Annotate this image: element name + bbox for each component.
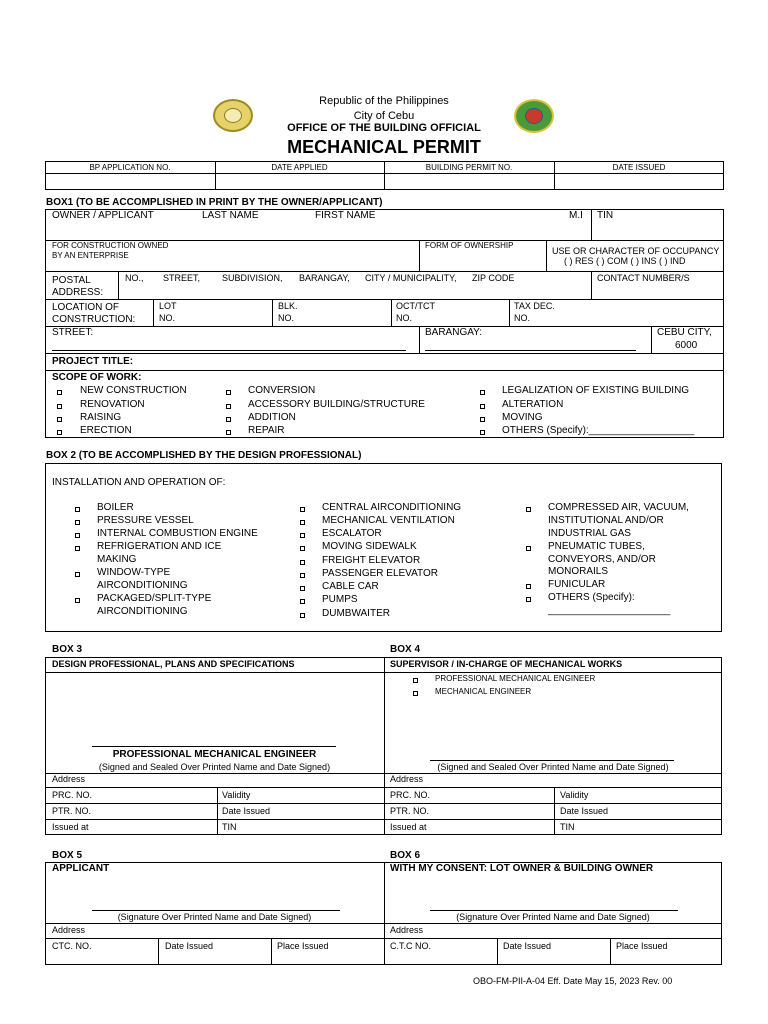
lot-label: LOT bbox=[159, 301, 177, 311]
header-office: OFFICE OF THE BUILDING OFFICIAL bbox=[287, 122, 481, 134]
postal-zip-label: ZIP CODE bbox=[472, 273, 515, 283]
install-checkbox[interactable] bbox=[300, 586, 305, 591]
box3-issued-at-label: Issued at bbox=[52, 822, 89, 832]
install-refrigeration: REFRIGERATION AND ICE bbox=[97, 541, 222, 552]
install-central-aircon: CENTRAL AIRCONDITIONING bbox=[322, 502, 462, 513]
install-moving-sidewalk: MOVING SIDEWALK bbox=[322, 541, 417, 552]
box6-title: WITH MY CONSENT: LOT OWNER & BUILDING OWNER bbox=[390, 863, 654, 874]
install-pressure-vessel: PRESSURE VESSEL bbox=[97, 515, 194, 526]
box4-signature-line[interactable] bbox=[430, 760, 674, 761]
scope-moving: MOVING bbox=[502, 412, 543, 423]
scope-repair: REPAIR bbox=[248, 425, 285, 436]
box3-signed-caption: (Signed and Sealed Over Printed Name and Date Signed) bbox=[98, 762, 331, 772]
scope-checkbox[interactable] bbox=[226, 404, 231, 409]
box5-ctc-label: CTC. NO. bbox=[52, 941, 92, 951]
box5-title: APPLICANT bbox=[52, 863, 110, 874]
building-permit-label: BUILDING PERMIT NO. bbox=[425, 163, 513, 172]
box1-heading: BOX1 (TO BE ACCOMPLISHED IN PRINT BY THE OWNER/APPLICANT) bbox=[46, 197, 383, 208]
box3-pme-label: PROFESSIONAL MECHANICAL ENGINEER bbox=[112, 749, 317, 760]
street-label: STREET: bbox=[52, 327, 94, 338]
install-checkbox[interactable] bbox=[75, 533, 80, 538]
scope-checkbox[interactable] bbox=[57, 404, 62, 409]
box6-address-label: Address bbox=[390, 925, 424, 935]
barangay-label: BARANGAY: bbox=[425, 327, 483, 338]
install-window-type-2: AIRCONDITIONING bbox=[97, 580, 188, 591]
blk-label: BLK. bbox=[278, 301, 298, 311]
install-compressed-air-3: INDUSTRIAL GAS bbox=[548, 528, 631, 539]
cebu-zip-label: 6000 bbox=[675, 340, 698, 351]
box6-signature-line[interactable] bbox=[430, 910, 678, 911]
install-refrigeration-2: MAKING bbox=[97, 554, 137, 565]
use-occupancy-label: USE OR CHARACTER OF OCCUPANCY bbox=[552, 246, 720, 256]
box3-title: DESIGN PROFESSIONAL, PLANS AND SPECIFICATIONS bbox=[52, 659, 295, 669]
scope-erection: ERECTION bbox=[80, 425, 132, 436]
install-checkbox[interactable] bbox=[526, 584, 531, 589]
install-checkbox[interactable] bbox=[75, 598, 80, 603]
owner-applicant-label: OWNER / APPLICANT bbox=[52, 210, 154, 221]
scope-checkbox[interactable] bbox=[57, 390, 62, 395]
first-name-label: FIRST NAME bbox=[315, 210, 376, 221]
owner-name-field[interactable] bbox=[50, 224, 588, 238]
last-name-label: LAST NAME bbox=[202, 210, 259, 221]
scope-checkbox[interactable] bbox=[480, 404, 485, 409]
install-checkbox[interactable] bbox=[75, 546, 80, 551]
install-pneumatic: PNEUMATIC TUBES, bbox=[548, 541, 645, 552]
date-issued-label: DATE ISSUED bbox=[612, 163, 666, 172]
install-checkbox[interactable] bbox=[300, 507, 305, 512]
install-mech-ventilation: MECHANICAL VENTILATION bbox=[322, 515, 455, 526]
scope-checkbox[interactable] bbox=[57, 417, 62, 422]
supervisor-me-option: MECHANICAL ENGINEER bbox=[435, 687, 532, 696]
scope-alteration: ALTERATION bbox=[502, 399, 564, 410]
box3-validity-label: Validity bbox=[222, 790, 251, 800]
mi-label: M.I bbox=[569, 210, 583, 221]
scope-checkbox[interactable] bbox=[226, 430, 231, 435]
scope-others[interactable]: OTHERS (Specify):___________________ bbox=[502, 425, 695, 436]
install-passenger-elevator: PASSENGER ELEVATOR bbox=[322, 568, 438, 579]
bp-application-field[interactable] bbox=[46, 174, 214, 189]
install-packaged-2: AIRCONDITIONING bbox=[97, 606, 188, 617]
location-label-1: LOCATION OF bbox=[52, 302, 120, 313]
form-code-footer: OBO-FM-PII-A-04 Eff. Date May 15, 2023 Rev. 00 bbox=[473, 976, 673, 986]
install-pumps: PUMPS bbox=[322, 594, 358, 605]
street-field[interactable] bbox=[52, 350, 406, 351]
install-packaged: PACKAGED/SPLIT-TYPE bbox=[97, 593, 212, 604]
box4-signed-caption: (Signed and Sealed Over Printed Name and Date Signed) bbox=[437, 762, 669, 772]
install-compressed-air: COMPRESSED AIR, VACUUM, bbox=[548, 502, 689, 513]
use-occupancy-options[interactable]: ( ) RES ( ) COM ( ) INS ( ) IND bbox=[564, 256, 686, 266]
header-city: City of Cebu bbox=[353, 110, 415, 122]
box4-title: SUPERVISOR / IN-CHARGE OF MECHANICAL WORKS bbox=[390, 659, 623, 669]
box3-tin-label: TIN bbox=[222, 822, 237, 832]
postal-label-1: POSTAL bbox=[52, 275, 91, 286]
taxdec-label: TAX DEC. bbox=[514, 301, 555, 311]
install-checkbox[interactable] bbox=[300, 573, 305, 578]
project-title-label: PROJECT TITLE: bbox=[52, 356, 134, 367]
box5-signed-caption: (Signature Over Printed Name and Date Signed) bbox=[117, 912, 312, 922]
box4-prc-label: PRC. NO. bbox=[390, 790, 431, 800]
install-checkbox[interactable] bbox=[300, 613, 305, 618]
box3-address-label: Address bbox=[52, 774, 86, 784]
postal-no-label: NO., bbox=[125, 273, 144, 283]
tin-label: TIN bbox=[597, 210, 614, 221]
install-funicular: FUNICULAR bbox=[548, 579, 606, 590]
building-permit-field[interactable] bbox=[385, 174, 553, 189]
box3-label: BOX 3 bbox=[52, 644, 83, 655]
box4-label: BOX 4 bbox=[390, 644, 421, 655]
scope-conversion: CONVERSION bbox=[248, 385, 316, 396]
scope-checkbox[interactable] bbox=[480, 417, 485, 422]
box4-validity-label: Validity bbox=[560, 790, 589, 800]
scope-raising: RAISING bbox=[80, 412, 122, 423]
enterprise-label-1: FOR CONSTRUCTION OWNED bbox=[52, 241, 169, 250]
install-others-field[interactable]: ______________________ bbox=[548, 605, 671, 616]
scope-addition: ADDITION bbox=[248, 412, 296, 423]
box5-signature-line[interactable] bbox=[92, 910, 340, 911]
date-applied-label: DATE APPLIED bbox=[271, 163, 328, 172]
postal-barangay-label: BARANGAY, bbox=[299, 273, 350, 283]
box4-tin-label: TIN bbox=[560, 822, 575, 832]
install-checkbox[interactable] bbox=[300, 560, 305, 565]
taxdec-no-label: NO. bbox=[514, 313, 531, 323]
cebu-city-label: CEBU CITY, bbox=[657, 327, 712, 338]
install-checkbox[interactable] bbox=[300, 533, 305, 538]
scope-checkbox[interactable] bbox=[480, 390, 485, 395]
location-label-2: CONSTRUCTION: bbox=[52, 314, 136, 325]
install-others: OTHERS (Specify): bbox=[548, 592, 635, 603]
blk-no-label: NO. bbox=[278, 313, 295, 323]
box3-ptr-label: PTR. NO. bbox=[52, 806, 92, 816]
scope-checkbox[interactable] bbox=[57, 430, 62, 435]
postal-subdivision-label: SUBDIVISION, bbox=[222, 273, 283, 283]
box6-ctc-label: C.T.C NO. bbox=[390, 941, 432, 951]
box4-issued-at-label: Issued at bbox=[390, 822, 427, 832]
box5-label: BOX 5 bbox=[52, 850, 83, 861]
install-checkbox[interactable] bbox=[75, 520, 80, 525]
oct-label: OCT/TCT bbox=[396, 301, 435, 311]
install-pneumatic-3: MONORAILS bbox=[548, 566, 609, 577]
installation-label: INSTALLATION AND OPERATION OF: bbox=[52, 477, 226, 488]
header-republic: Republic of the Philippines bbox=[319, 95, 449, 107]
box4-date-issued-label: Date Issued bbox=[560, 806, 609, 816]
box3-prc-label: PRC. NO. bbox=[52, 790, 93, 800]
lot-no-label: NO. bbox=[159, 313, 176, 323]
install-compressed-air-2: INSTITUTIONAL AND/OR bbox=[548, 515, 664, 526]
install-checkbox[interactable] bbox=[526, 546, 531, 551]
supervisor-pme-option: PROFESSIONAL MECHANICAL ENGINEER bbox=[435, 674, 596, 683]
box6-place-issued-label: Place Issued bbox=[616, 941, 668, 951]
scope-checkbox[interactable] bbox=[226, 417, 231, 422]
install-checkbox[interactable] bbox=[300, 546, 305, 551]
install-checkbox[interactable] bbox=[75, 572, 80, 577]
box3-date-issued-label: Date Issued bbox=[222, 806, 271, 816]
install-checkbox[interactable] bbox=[75, 507, 80, 512]
install-freight-elevator: FREIGHT ELEVATOR bbox=[322, 555, 421, 566]
install-combustion-engine: INTERNAL COMBUSTION ENGINE bbox=[97, 528, 258, 539]
box4-address-label: Address bbox=[390, 774, 424, 784]
scope-checkbox[interactable] bbox=[226, 390, 231, 395]
scope-checkbox[interactable] bbox=[480, 430, 485, 435]
postal-street-label: STREET, bbox=[163, 273, 201, 283]
install-pneumatic-2: CONVEYORS, AND/OR bbox=[548, 554, 656, 565]
box6-date-issued-label: Date Issued bbox=[503, 941, 552, 951]
install-escalator: ESCALATOR bbox=[322, 528, 382, 539]
enterprise-label-2: BY AN ENTERPRISE bbox=[52, 251, 129, 260]
postal-city-label: CITY / MUNICIPALITY, bbox=[365, 273, 457, 283]
install-checkbox[interactable] bbox=[526, 597, 531, 602]
supervisor-checkbox[interactable] bbox=[413, 691, 418, 696]
scope-renovation: RENOVATION bbox=[80, 399, 145, 410]
install-checkbox[interactable] bbox=[300, 599, 305, 604]
date-applied-field[interactable] bbox=[216, 174, 383, 189]
date-issued-field[interactable] bbox=[555, 174, 723, 189]
scope-accessory: ACCESSORY BUILDING/STRUCTURE bbox=[248, 399, 425, 410]
install-checkbox[interactable] bbox=[300, 520, 305, 525]
barangay-field[interactable] bbox=[425, 350, 636, 351]
box3-signature-line[interactable] bbox=[92, 746, 336, 747]
postal-label-2: ADDRESS: bbox=[52, 287, 104, 298]
box5-place-issued-label: Place Issued bbox=[277, 941, 329, 951]
install-dumbwaiter: DUMBWAITER bbox=[322, 608, 390, 619]
oct-no-label: NO. bbox=[396, 313, 413, 323]
box5-address-label: Address bbox=[52, 925, 86, 935]
supervisor-checkbox[interactable] bbox=[413, 678, 418, 683]
owner-tin-field[interactable] bbox=[595, 224, 721, 238]
install-window-type: WINDOW-TYPE bbox=[97, 567, 171, 578]
box4-ptr-label: PTR. NO. bbox=[390, 806, 430, 816]
install-checkbox[interactable] bbox=[526, 507, 531, 512]
scope-legalization: LEGALIZATION OF EXISTING BUILDING bbox=[502, 385, 690, 396]
scope-new-construction: NEW CONSTRUCTION bbox=[80, 385, 187, 396]
box6-label: BOX 6 bbox=[390, 850, 421, 861]
box2-heading: BOX 2 (TO BE ACCOMPLISHED BY THE DESIGN PROFESSIONAL) bbox=[46, 450, 362, 461]
install-cable-car: CABLE CAR bbox=[322, 581, 379, 592]
scope-of-work-label: SCOPE OF WORK: bbox=[52, 372, 142, 383]
form-ownership-label: FORM OF OWNERSHIP bbox=[425, 241, 514, 250]
install-boiler: BOILER bbox=[97, 502, 134, 513]
page-title: MECHANICAL PERMIT bbox=[287, 137, 481, 157]
box5-date-issued-label: Date Issued bbox=[165, 941, 214, 951]
contact-number-label: CONTACT NUMBER/S bbox=[597, 273, 690, 283]
bp-application-label: BP APPLICATION NO. bbox=[89, 163, 171, 172]
box6-signed-caption: (Signature Over Printed Name and Date Signed) bbox=[456, 912, 650, 922]
